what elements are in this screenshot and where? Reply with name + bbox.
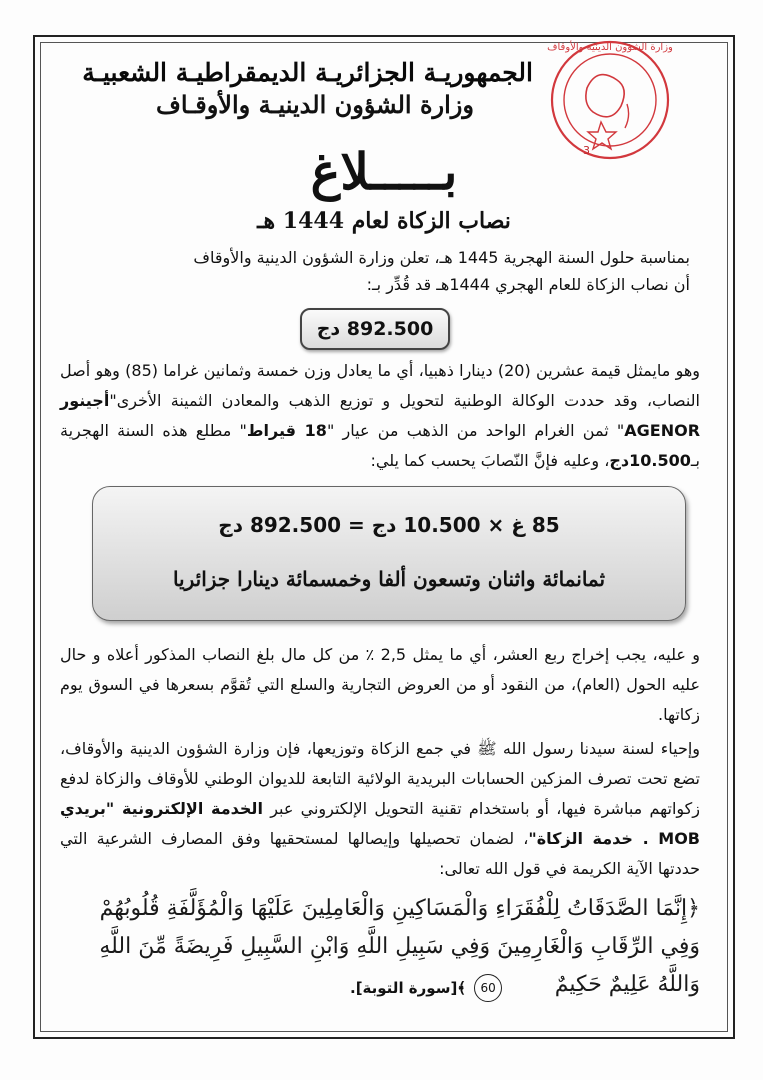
intro-line-1: بمناسبة حلول السنة الهجرية 1445 هـ، تعلن وزارة الشؤون الدينية والأوقاف [193, 248, 690, 267]
republic-header: الجمهوريـة الجزائريـة الديمقراطيـة الشعبيـة [82, 58, 533, 87]
stamp-signature-mark: 3 [583, 144, 590, 157]
collection-paragraph [60, 734, 700, 884]
stamp-text: وزارة الشؤون الدينية والأوقاف [547, 42, 673, 53]
calculation-formula: 85 غ × 10.500 دج = 892.500 دج [218, 513, 560, 537]
explanation-text-2: " ثمن الغرام الواحد من الذهب من عيار " [326, 421, 625, 440]
agenor-name: أجينور AGENOR [60, 391, 701, 440]
surah-name: ﴾[سورة التوبة]. [350, 979, 467, 997]
explanation-text-3: " مطلع هذه السنة الهجرية بـ [60, 421, 700, 470]
collection-text-2: ، لضمان تحصيلها وإيصالها لمستحقيها وفق المصارف الشرعية التي حددتها الآية الكريمة في قول الله تعالى: [60, 829, 700, 878]
document-title: بـــــلاغ [310, 142, 458, 201]
gold-price: 10.500دج [609, 451, 691, 470]
document-content [60, 42, 708, 1020]
verse-reference [350, 974, 502, 1002]
carat-value: 18 قيراط [246, 421, 327, 440]
e-service-name: الخدمة الإلكترونية "بريدي MOB . خدمة الزكاة" [60, 799, 700, 848]
zakat-rate-paragraph: و عليه، يجب إخراج ربع العشر، أي ما يمثل 2,5 ٪ من كل مال بلغ النصاب المذكور أعلاه و حال عليه الحول (العام)، من النقود أو من العروض التجارية والسلع التي تُقوَّم بسعرها في السوق يوم زكاتها. [60, 645, 701, 724]
explanation-paragraph [60, 356, 700, 476]
amount-in-words: ثمانمائة واثنان وتسعون ألفا وخمسمائة دينارا جزائريا [172, 567, 606, 591]
calculation-box [92, 486, 686, 621]
nisab-amount-box [300, 308, 450, 350]
quran-verse: ﴿إِنَّمَا الصَّدَقَاتُ لِلْفُقَرَاءِ وَالْمَسَاكِينِ وَالْعَامِلِينَ عَلَيْهَا وَالْمُؤَلَّفَةِ قُلُوبُهُمْ وَفِي الرِّقَابِ وَالْغَارِمِينَ وَفِي سَبِيلِ اللَّهِ وَابْنِ السَّبِيلِ فَرِيضَةً مِّنَ اللَّهِ وَاللَّهُ عَلِيمٌ حَكِيمٌ [99, 896, 700, 997]
explanation-text-1: وهو مايمثل قيمة عشرين (20) دينارا ذهبيا، أي ما يعادل وزن خمسة وثمانين غراما (85) وهو أصل النصاب، وقد حددت الوكالة الوطنية لتحويل و توزيع الذهب والمعادن الثمينة الأخرى" [60, 361, 700, 410]
document-subtitle: نصاب الزكاة لعام 1444 هـ [257, 208, 511, 234]
intro-line-2: أن نصاب الزكاة للعام الهجري 1444هـ قد قُدِّر بـ: [366, 275, 690, 294]
nisab-amount: 892.500 دج [316, 318, 434, 340]
collection-text-1: وإحياء لسنة سيدنا رسول الله ﷺ في جمع الزكاة وتوزيعها، فإن وزارة الشؤون الدينية والأوقاف، تضع تحت تصرف المزكين الحسابات البريدية الولائية التابعة للديوان الوطني للأوقاف والزكاة لدفع زكواتهم مباشرة فيها، أو باستخدام تقنية التحويل الإلكتروني عبر [60, 739, 701, 818]
ministry-header: وزارة الشؤون الدينيـة والأوقـاف [156, 90, 474, 119]
intro-paragraph [50, 244, 690, 298]
explanation-text-4: ، وعليه فإنَّ النّصابَ يحسب كما يلي: [370, 451, 610, 470]
ayah-number: 60 [474, 974, 502, 1002]
